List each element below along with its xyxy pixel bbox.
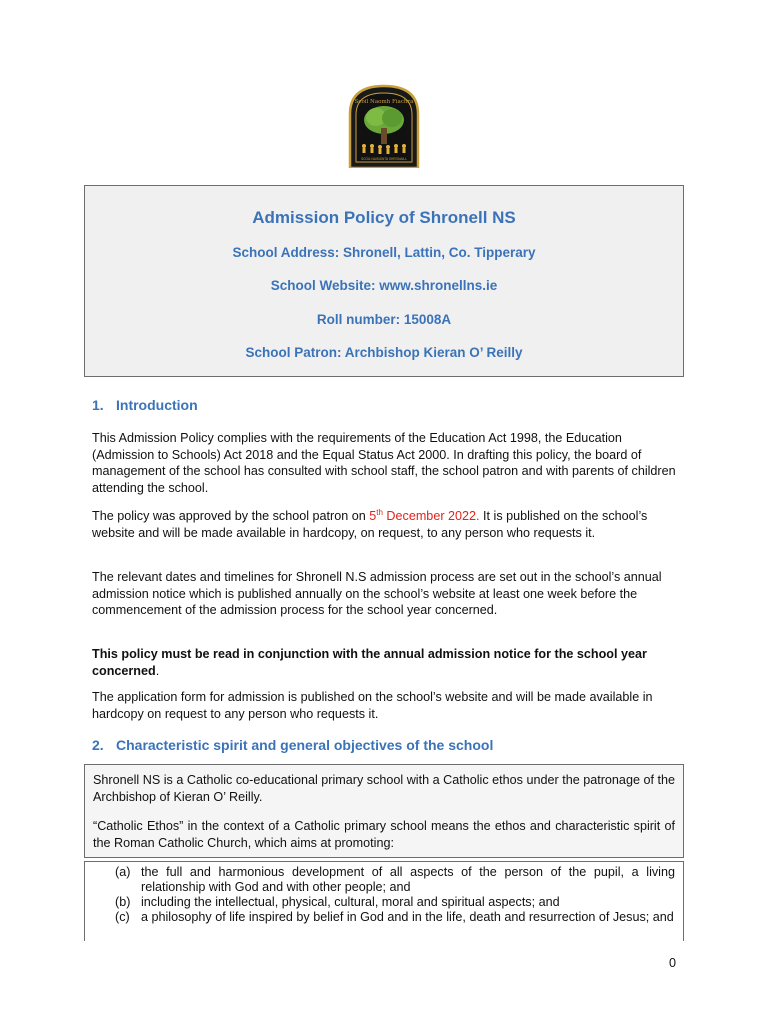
ethos-paragraph-1: Shronell NS is a Catholic co-educational primary school with a Catholic ethos under the patronage of the Archbishop of Kieran O’ Reilly. [93, 773, 675, 804]
section-number: 2. [92, 737, 104, 753]
list-item: (b) including the intellectual, physical, cultural, moral and spiritual aspects; and [115, 895, 560, 909]
section-heading-characteristic-spirit [92, 737, 493, 753]
ethos-paragraph-2: “Catholic Ethos” in the context of a Catholic primary school means the ethos and characteristic spirit of the Roman Catholic Church, which aims at promoting: [93, 819, 675, 850]
intro-paragraph-5: The application form for admission is published on the school’s website and will be made available in hardcopy on request to any person who requests it. [92, 690, 653, 721]
list-item: (c) a philosophy of life inspired by belief in God and in the life, death and resurrection of Jesus; and [115, 910, 674, 924]
section-title: Characteristic spirit and general objectives of the school [116, 737, 494, 753]
school-website: School Website: www.shronellns.ie [270, 278, 498, 293]
logo-bottom-text: SCOIL NAISIÚNTA SHRONAILL [361, 157, 407, 161]
intro-paragraph-3: The relevant dates and timelines for Shronell N.S admission process are set out in the school’s annual admission notice which is published annually on the school’s website at least one week before the commencement of the admission process for the school year concerned. [92, 570, 662, 617]
header-box [84, 185, 684, 377]
school-crest-logo [346, 84, 422, 168]
school-address: School Address: Shronell, Lattin, Co. Tipperary [232, 245, 536, 260]
approval-date: 5th December 2022. [369, 507, 480, 523]
school-patron: School Patron: Archbishop Kieran O’ Reilly [245, 345, 523, 360]
roll-number: Roll number: 15008A [316, 312, 452, 327]
section-title: Introduction [116, 397, 198, 413]
list-item: (a) the full and harmonious development of all aspects of the person of the pupil, a living relationship with God and with other people; and [115, 865, 675, 894]
intro-paragraph-4: This policy must be read in conjunction with the annual admission notice for the school year concerned. [92, 647, 647, 678]
section-number: 1. [92, 397, 104, 413]
page-number: 0 [669, 956, 677, 970]
document-title: Admission Policy of Shronell NS [252, 208, 516, 227]
intro-paragraph-2: The policy was approved by the school patron on 5th December 2022. It is published on the school’s website and will be made available in hardcopy, on request, to any person who requests it. [92, 507, 648, 540]
section-heading-introduction [92, 397, 198, 413]
ethos-aims-list [84, 861, 684, 941]
ethos-box [84, 764, 684, 858]
intro-paragraph-1: This Admission Policy complies with the requirements of the Education Act 1998, the Education (Admission to Schools) Act 2018 and the Equal Status Act 2000. In drafting this policy, the board of management of the school has consulted with school staff, the school patron and with parents of children attending the school. [92, 431, 676, 495]
logo-top-text: Scoil Naomh Fiachra [354, 99, 414, 105]
